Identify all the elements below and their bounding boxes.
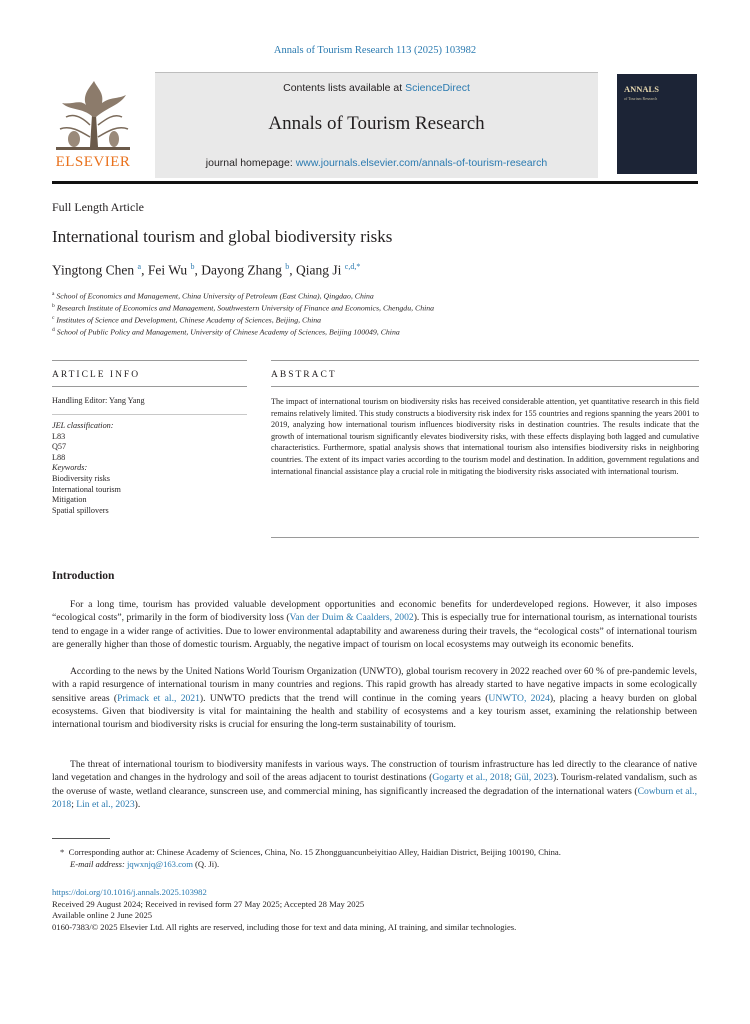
paragraph-text: ; [71, 798, 77, 810]
abstract-rule [271, 386, 699, 387]
received-dates: Received 29 August 2024; Received in revised form 27 May 2025; Accepted 28 May 2025 [52, 898, 365, 909]
jel-label: JEL classification: [52, 421, 114, 430]
section-heading: Introduction [52, 570, 115, 582]
author-name: Fei Wu [147, 262, 188, 278]
author-name: Dayong Zhang [201, 262, 282, 278]
citation-link[interactable]: Primack et al., 2021 [117, 692, 200, 704]
available-online: Available online 2 June 2025 [52, 910, 153, 921]
email-label: E-mail address: [70, 859, 125, 870]
affiliation-mark: c [52, 315, 55, 321]
keyword: Biodiversity risks [52, 473, 110, 483]
affiliation-mark: a [52, 291, 55, 297]
paragraph-text: According to the news by the United Nations World Tourism Organization (UNWTO), global tourism recovery in 2022 reached over 60 % of pre-pandemic levels, with a rapid resurgence of international tourism in many countries and regions. This rapid growth has already started to have negative impacts in some ecologically sensitive areas ( [52, 666, 697, 704]
citation-link[interactable]: Gogarty et al., 2018 [432, 772, 510, 784]
paragraph-text: ), placing a heavy burden on global ecosystems. Given that biodiversity is vital for maintaining the health and stability of ecosystems and a key tourism asset, examining the relationship between international tourism and biodiversity risks is crucial for ensuring the long-term sustainability of tourism. [52, 692, 697, 731]
contents-line [155, 82, 598, 94]
article-title: International tourism and global biodiversity risks [52, 227, 393, 246]
paragraph-text: The threat of international tourism to biodiversity manifests in various ways. The construction of tourism infrastructure has led directly to the clearance of native land vegetation and changes in the hydrology and soil of the areas adjacent to tourist destinations ( [52, 759, 697, 784]
homepage-link[interactable]: www.journals.elsevier.com/annals-of-tourism-research [295, 157, 548, 169]
keywords-label: Keywords: [52, 463, 88, 473]
author-list: Yingtong Chen $^a$, Fei Wu $^b$, Dayong Zhang $^b$, Qiang Ji $^{c,d,*}$ [52, 262, 361, 278]
affiliation-mark: d [52, 327, 55, 333]
journal-reference[interactable]: Annals of Tourism Research 113 (2025) 103982 [273, 45, 477, 56]
citation-link[interactable]: Lin et al., 2023 [76, 798, 135, 810]
paragraph-text: For a long time, tourism has provided valuable development opportunities and economic benefits for underdeveloped regions. However, it also imposes “ecological costs”, primarily in the form of biodiversity loss ( [52, 599, 697, 624]
paragraph-text: ). This is especially true for international tourism, as international tourists tend to engage in a wider range of activities. Due to lower environmental adaptability and awareness during their travels, the “ecological costs” of international tourism are generally higher than those of domestic tourism. Arguably, the negative impact of tourism on local ecosystems may outweigh its economic benefits. [52, 612, 697, 650]
publication-info [52, 887, 516, 933]
homepage-prefix: journal homepage: [205, 157, 296, 169]
keyword: Spatial spillovers [52, 505, 109, 515]
header-bottom-rule [52, 181, 698, 184]
email-link[interactable]: jqwxnjq@163.com [126, 859, 193, 870]
affiliation-text: School of Economics and Management, China University of Petroleum (East China), Qingdao, China [56, 291, 374, 301]
elsevier-wordmark: ELSEVIER [55, 154, 131, 170]
affiliation [52, 303, 434, 313]
doi-link[interactable]: https://doi.org/10.1016/j.annals.2025.103982 [52, 887, 207, 897]
article-type: Full Length Article [52, 200, 144, 214]
journal-name: Annals of Tourism Research [268, 113, 485, 134]
article-info-rule [52, 386, 247, 387]
keyword: Mitigation [52, 495, 87, 505]
sciencedirect-link[interactable]: ScienceDirect [405, 82, 470, 94]
cover-title: ANNALS [624, 84, 659, 94]
paragraph-text: ). [134, 798, 141, 810]
author-affil-link[interactable]: b [190, 262, 195, 271]
footnote-mark: * [60, 847, 65, 857]
affiliation-text: School of Public Policy and Management, University of Chinese Academy of Sciences, Beijing 100049, China [56, 327, 400, 337]
jel-code: L88 [52, 452, 66, 462]
homepage-line [155, 157, 598, 169]
affiliation [52, 291, 374, 301]
affiliation-text: Research Institute of Economics and Management, Southwestern University of Finance and Economics, Chengdu, China [56, 303, 435, 313]
handling-editor: Handling Editor: Yang Yang [52, 396, 145, 405]
keyword: International tourism [52, 484, 121, 494]
intro-paragraph-2 [52, 665, 697, 731]
citation-link[interactable]: Van der Duim & Caalders, 2002 [289, 612, 414, 624]
abstract-heading: ABSTRACT [271, 370, 337, 380]
citation-link[interactable]: UNWTO, 2024 [488, 692, 550, 704]
affiliation-mark: b [52, 303, 55, 309]
corresponding-author-footnote [52, 846, 697, 871]
footnote-text: Corresponding author at: Chinese Academy of Sciences, China, No. 15 Zhongguancunbeiyitiao Alley, Haidian District, Beijing 100190, China. [68, 847, 561, 857]
cover-subtitle: of Tourism Research [624, 96, 658, 101]
author-affil-link[interactable]: a [137, 262, 142, 271]
contents-prefix: Contents lists available at [283, 82, 406, 94]
article-info-divider [52, 414, 247, 415]
citation-link[interactable]: Gül, 2023 [514, 772, 553, 784]
paragraph-text: ; [509, 772, 515, 784]
intro-paragraph-1 [52, 598, 697, 651]
author-affil-link[interactable]: b [285, 262, 290, 271]
abstract-bottom-rule [271, 537, 699, 538]
author-name: Yingtong Chen [52, 262, 135, 278]
email-suffix: (Q. Ji). [192, 859, 220, 870]
paragraph-text: ). Tourism-related vandalism, such as the overuse of waste, wetland clearance, sunscreen use, and commercial mining, has significantly increased the degradation of the international waters ( [52, 772, 698, 797]
article-info-heading: ARTICLE INFO [52, 370, 141, 380]
affiliation [52, 327, 400, 337]
paragraph-text: ). UNWTO predicts that the trend will continue in the coming years ( [199, 692, 489, 704]
abstract-rule [271, 360, 699, 361]
intro-paragraph-3 [52, 758, 697, 811]
author-affil-link[interactable]: c,d,* [344, 262, 361, 271]
jel-block [52, 421, 121, 516]
affiliation [52, 315, 321, 325]
jel-code: L83 [52, 431, 66, 441]
article-info-rule [52, 360, 247, 361]
affiliation-text: Institutes of Science and Development, Chinese Academy of Sciences, Beijing, China [56, 315, 322, 325]
author-name: Qiang Ji [296, 262, 342, 278]
abstract-text: The impact of international tourism on biodiversity risks has received considerable attention, yet quantitative research in this field remains relatively limited. This study constructs a biodiversity risk index for 155 countries and regions spanning the years 2001 to 2019, analyzing how international tourism influences biodiversity risks in destination countries. The results indicate that the growth of international tourism significantly elevates biodiversity risks, with these effects displaying both lagged and cumulative characteristics. Furthermore, spatial analysis shows that international tourism also intensifies biodiversity risks in neighboring countries. The extent of its impact varies according to the tourism model and destination. In addition, government regulations and international financial assistance play a crucial role in mitigating the biodiversity risks associated with international tourism. [271, 397, 699, 476]
jel-code: Q57 [52, 442, 67, 452]
footnote-rule [52, 838, 110, 839]
citation-link[interactable]: Cowburn et al., 2018 [52, 785, 697, 810]
copyright-notice: 0160-7383/© 2025 Elsevier Ltd. All rights are reserved, including those for text and data mining, AI training, and similar technologies. [52, 921, 517, 932]
